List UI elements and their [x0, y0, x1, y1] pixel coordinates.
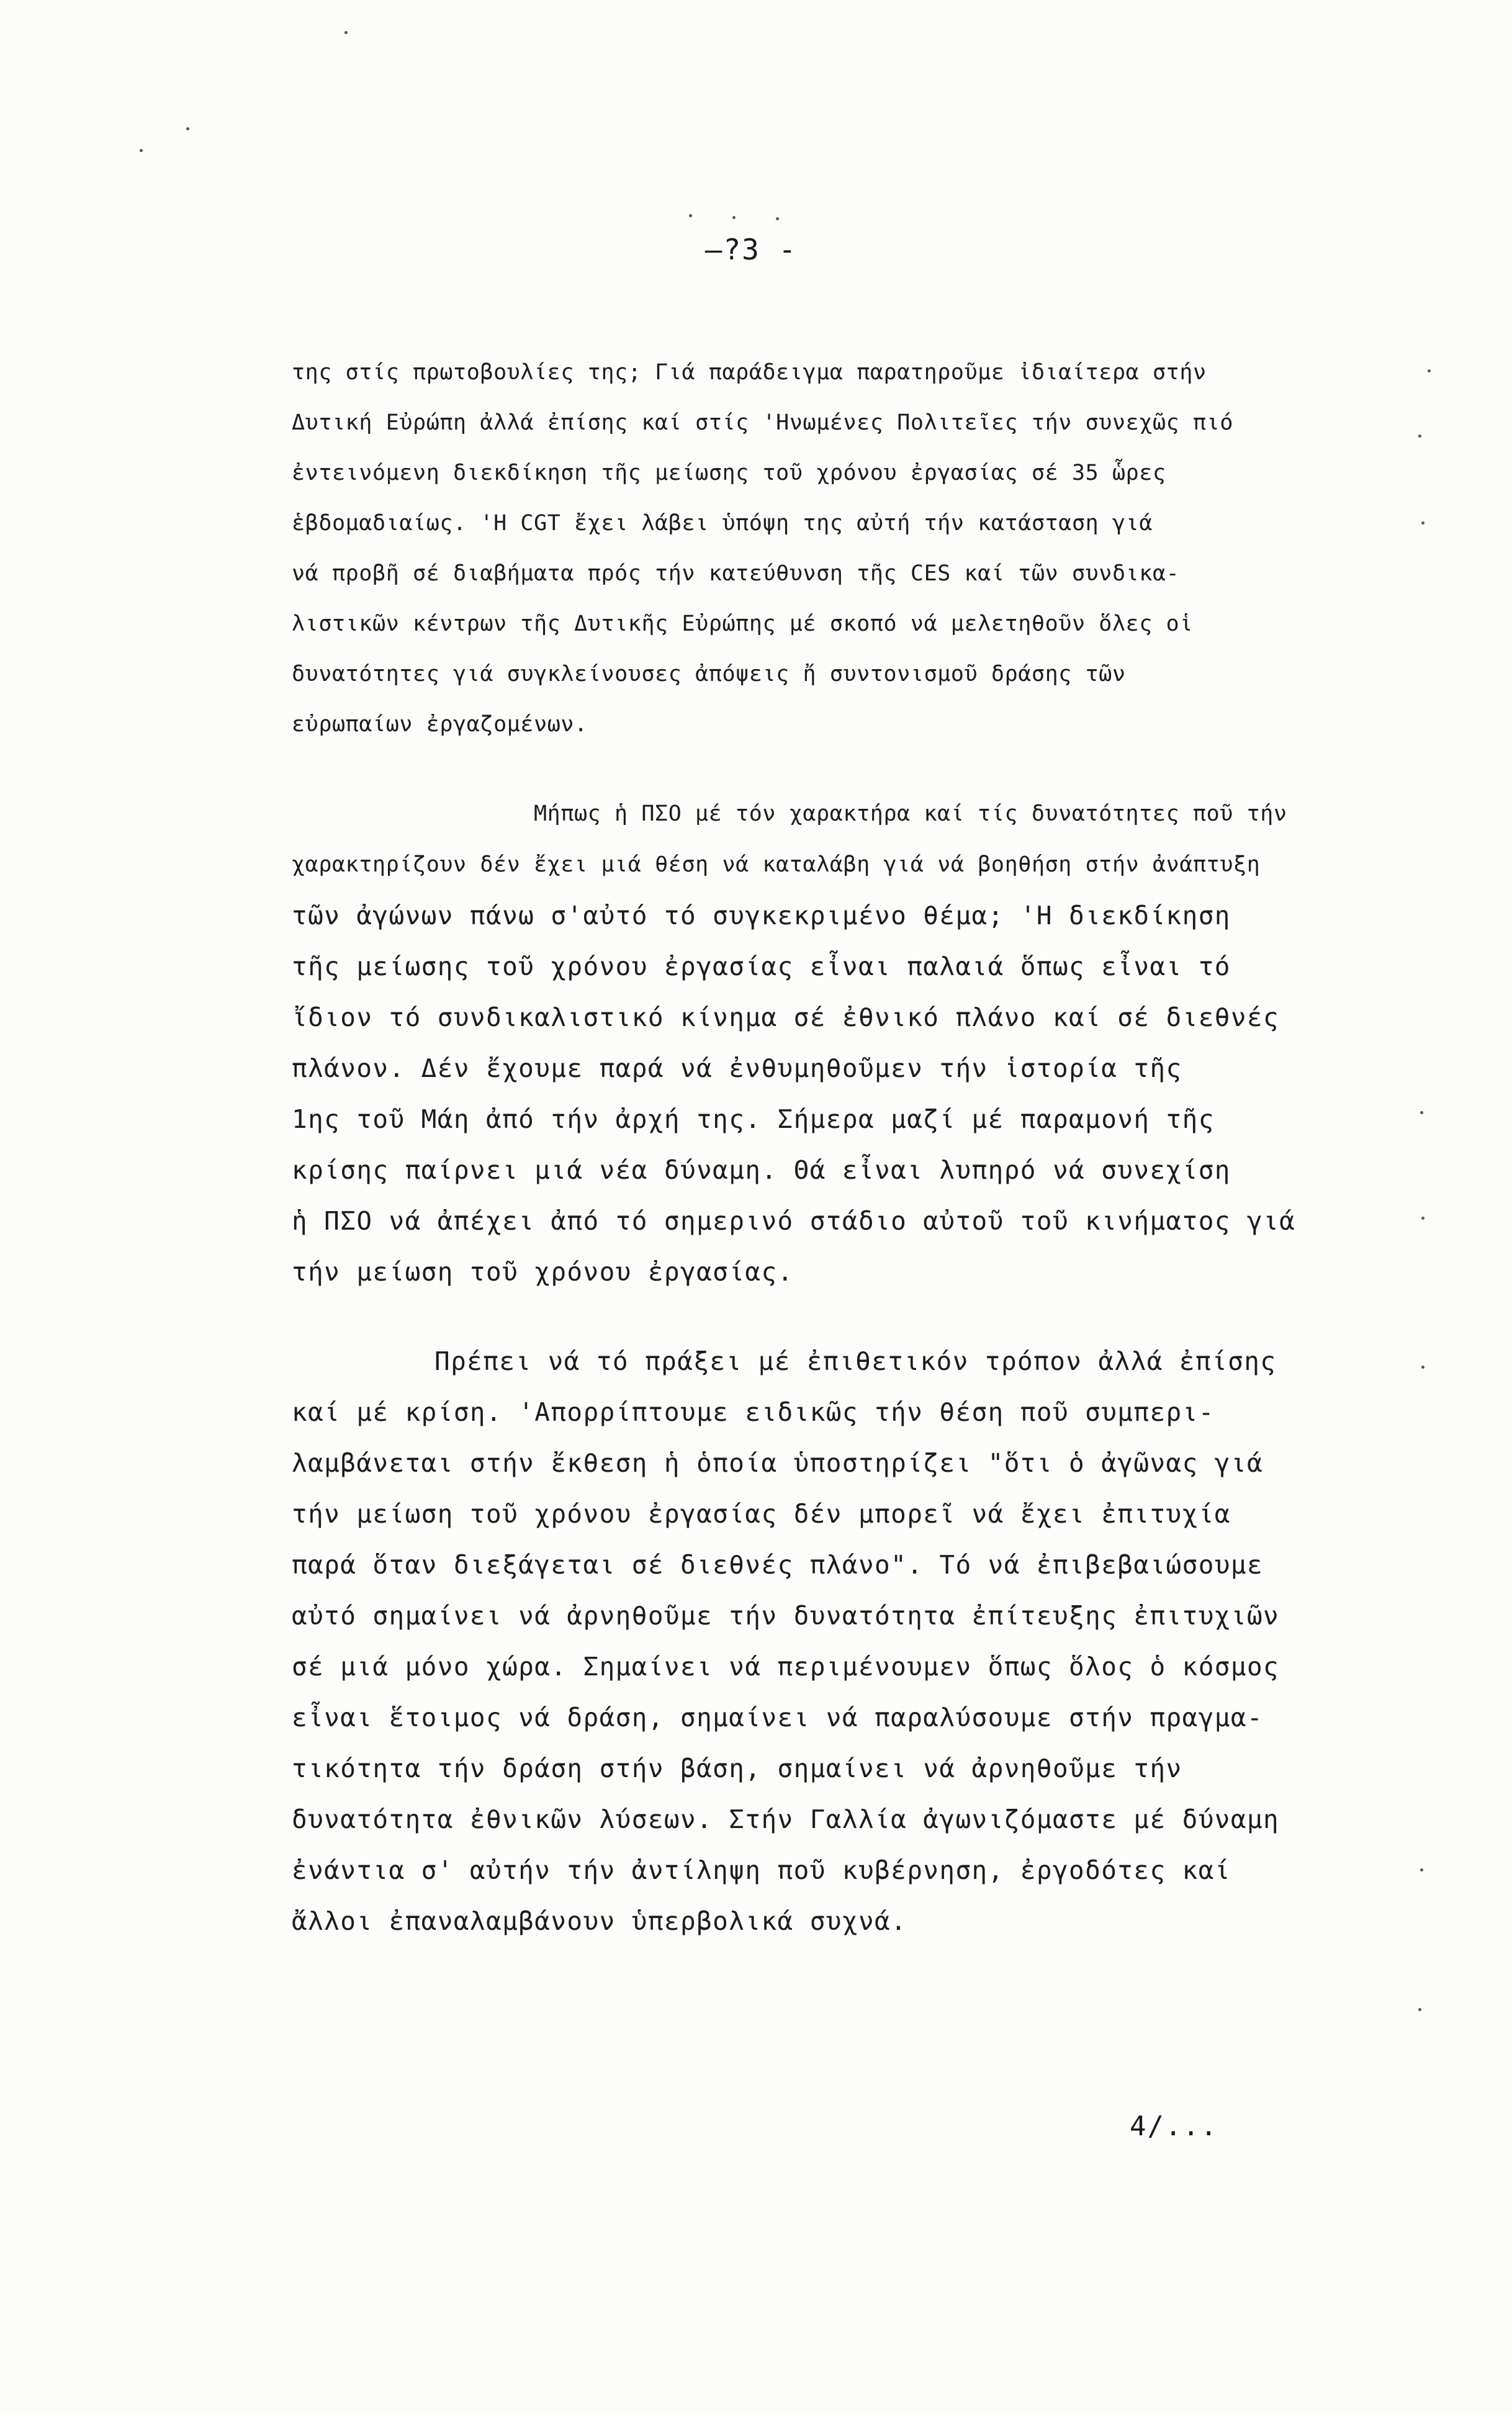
text-line: τῶν ἀγώνων πάνω σ'αὐτό τό συγκεκριμένο θέμα; 'Η διεκδίκηση — [292, 901, 1231, 930]
text-line: Μήπως ἡ ΠΣΟ μέ τόν χαρακτήρα καί τίς δυνατότητες ποῦ τήν — [534, 801, 1287, 826]
continuation-marker: 4/... — [1130, 2110, 1218, 2142]
text-line: ἡ ΠΣΟ νά ἀπέχει ἀπό τό σημερινό στάδιο αὐτοῦ τοῦ κινήματος γιά — [292, 1206, 1296, 1236]
margin-speck — [689, 214, 692, 217]
margin-speck — [186, 127, 189, 130]
text-line: ἴδιον τό συνδικαλιστικό κίνημα σέ ἐθνικό πλάνο καί σέ διεθνές — [292, 1002, 1280, 1032]
text-line: τῆς μείωσης τοῦ χρόνου ἐργασίας εἶναι παλαιά ὅπως εἶναι τό — [292, 952, 1231, 981]
text-line: λιστικῶν κέντρων τῆς Δυτικῆς Εὐρώπης μέ σκοπό νά μελετηθοῦν ὅλες οἱ — [292, 611, 1194, 636]
text-line: παρά ὅταν διεξάγεται σέ διεθνές πλάνο". Τό νά ἐπιβεβαιώσουμε — [292, 1550, 1264, 1580]
paragraph-2 — [292, 788, 1459, 1297]
text-line: πλάνον. Δέν ἔχουμε παρά νά ἐνθυμηθοῦμεν τήν ἱστορία τῆς — [292, 1053, 1182, 1083]
margin-speck — [140, 149, 143, 152]
margin-speck — [732, 216, 736, 219]
text-line: αὐτό σημαίνει νά ἀρνηθοῦμε τήν δυνατότητα ἐπίτευξης ἐπιτυχιῶν — [292, 1601, 1280, 1631]
text-line: Δυτική Εὐρώπη ἀλλά ἐπίσης καί στίς 'Ηνωμένες Πολιτεῖες τήν συνεχῶς πιό — [292, 410, 1234, 435]
margin-speck — [1418, 2008, 1421, 2011]
text-line: τήν μείωση τοῦ χρόνου ἐργασίας δέν μπορεῖ νά ἔχει ἐπιτυχία — [292, 1499, 1231, 1529]
paragraph-1 — [292, 348, 1459, 750]
text-line: εἶναι ἕτοιμος νά δράση, σημαίνει νά παραλύσουμε στήν πραγμα- — [292, 1703, 1264, 1732]
text-line: 1ης τοῦ Μάη ἀπό τήν ἀρχή της. Σήμερα μαζί μέ παραμονή τῆς — [292, 1104, 1215, 1134]
text-line: δυνατότητες γιά συγκλείνουσες ἀπόψεις ἤ συντονισμοῦ δράσης τῶν — [292, 662, 1126, 687]
document-body — [292, 348, 1459, 1947]
paragraph-3 — [292, 1336, 1459, 1947]
text-line: ἐντεινόμενη διεκδίκηση τῆς μείωσης τοῦ χρόνου ἐργασίας σέ 35 ὧρες — [292, 461, 1166, 485]
margin-speck — [776, 217, 779, 220]
text-line: δυνατότητα ἐθνικῶν λύσεων. Στήν Γαλλία ἀγωνιζόμαστε μέ δύναμη — [292, 1804, 1280, 1834]
text-line: σέ μιά μόνο χώρα. Σημαίνει νά περιμένουμεν ὅπως ὅλος ὁ κόσμος — [292, 1652, 1280, 1682]
text-line: ἐνάντια σ' αὐτήν τήν ἀντίληψη ποῦ κυβέρνηση, ἐργοδότες καί — [292, 1855, 1231, 1885]
text-line: ἑβδομαδιαίως. 'Η CGT ἔχει λάβει ὑπόψη της αὐτή τήν κατάσταση γιά — [292, 511, 1153, 536]
text-line: τήν μείωση τοῦ χρόνου ἐργασίας. — [292, 1257, 794, 1287]
text-line: τικότητα τήν δράση στήν βάση, σημαίνει νά ἀρνηθοῦμε τήν — [292, 1754, 1182, 1783]
text-line: νά προβῆ σέ διαβήματα πρός τήν κατεύθυνση τῆς CES καί τῶν συνδικα- — [292, 561, 1180, 586]
text-line: χαρακτηρίζουν δέν ἔχει μιά θέση νά καταλάβη γιά νά βοηθήση στήν ἀνάπτυξη — [292, 852, 1261, 877]
page-number: —?3 - — [704, 233, 798, 266]
text-line: εὐρωπαίων ἐργαζομένων. — [292, 712, 588, 737]
text-line: καί μέ κρίση. 'Απορρίπτουμε ειδικῶς τήν θέση ποῦ συμπερι- — [292, 1397, 1215, 1427]
text-line: λαμβάνεται στήν ἔκθεση ἡ ὁποία ὑποστηρίζει "ὅτι ὁ ἀγῶνας γιά — [292, 1448, 1264, 1478]
margin-speck — [344, 31, 348, 34]
text-line: κρίσης παίρνει μιά νέα δύναμη. Θά εἶναι λυπηρό νά συνεχίση — [292, 1155, 1231, 1185]
text-line: Πρέπει νά τό πράξει μέ ἐπιθετικόν τρόπον ἀλλά ἐπίσης — [434, 1346, 1277, 1376]
text-line: ἄλλοι ἐπαναλαμβάνουν ὑπερβολικά συχνά. — [292, 1906, 907, 1936]
text-line: της στίς πρωτοβουλίες της; Γιά παράδειγμα παρατηροῦμε ἰδιαίτερα στήν — [292, 360, 1207, 385]
